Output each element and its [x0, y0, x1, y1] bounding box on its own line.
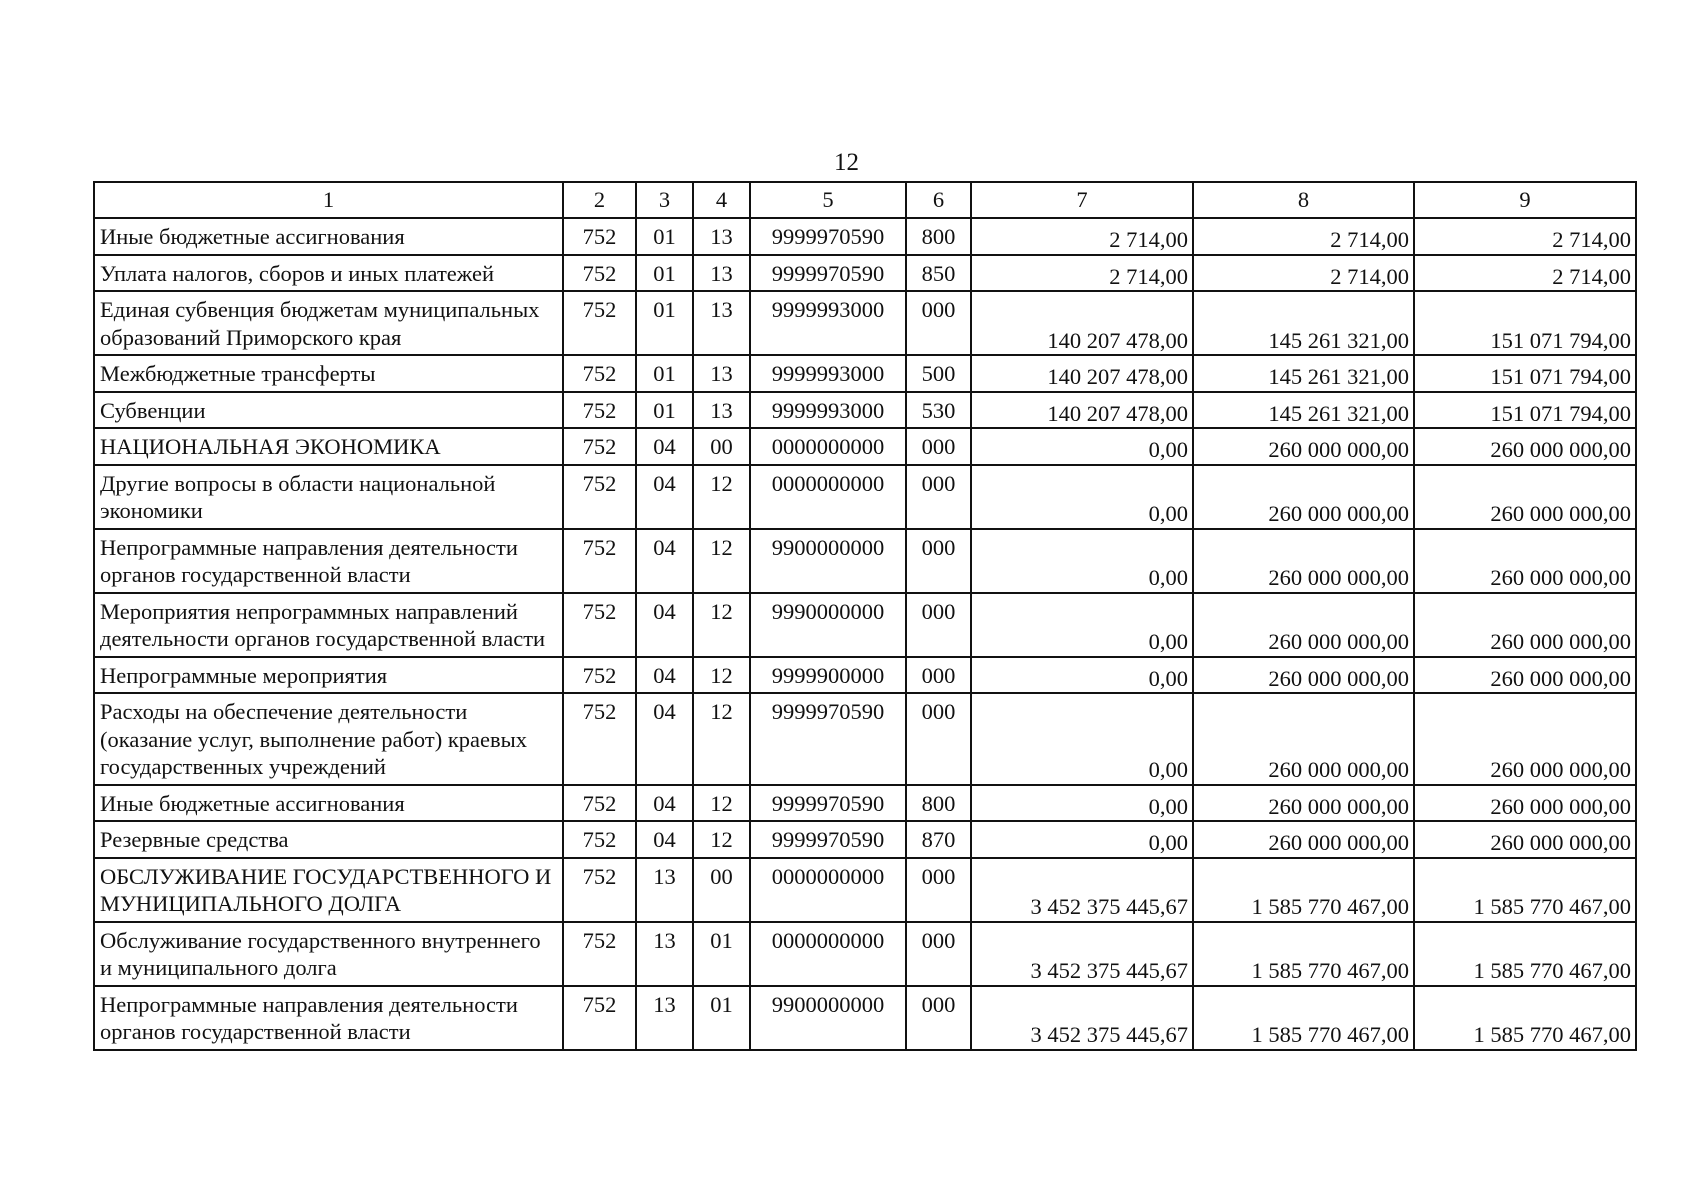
row-name: Непрограммные направления деятельности органов государственной власти [94, 986, 563, 1050]
row-name: Межбюджетные трансферты [94, 355, 563, 392]
row-target-code: 0000000000 [750, 922, 906, 986]
row-expense-type-code: 000 [906, 593, 971, 657]
row-amount-col7: 0,00 [971, 428, 1193, 465]
row-amount-col7: 140 207 478,00 [971, 291, 1193, 355]
table-row [94, 821, 1636, 858]
row-amount-col9: 1 585 770 467,00 [1414, 858, 1636, 922]
row-amount-col8: 2 714,00 [1193, 218, 1414, 255]
row-subsection-code: 01 [693, 922, 750, 986]
row-expense-type-code: 000 [906, 291, 971, 355]
row-amount-col9: 260 000 000,00 [1414, 593, 1636, 657]
table-row [94, 657, 1636, 694]
row-target-code: 9900000000 [750, 529, 906, 593]
row-subsection-code: 12 [693, 785, 750, 822]
row-target-code: 9999993000 [750, 355, 906, 392]
row-amount-col8: 260 000 000,00 [1193, 465, 1414, 529]
row-expense-type-code: 000 [906, 693, 971, 785]
row-amount-col7: 0,00 [971, 693, 1193, 785]
row-target-code: 0000000000 [750, 858, 906, 922]
table-row [94, 428, 1636, 465]
table-row [94, 392, 1636, 429]
row-subsection-code: 13 [693, 255, 750, 292]
row-expense-type-code: 500 [906, 355, 971, 392]
row-amount-col9: 260 000 000,00 [1414, 529, 1636, 593]
row-name: Обслуживание государственного внутреннего и муниципального долга [94, 922, 563, 986]
row-amount-col7: 3 452 375 445,67 [971, 986, 1193, 1050]
row-section-code: 01 [636, 355, 693, 392]
row-target-code: 9999993000 [750, 392, 906, 429]
row-ved-code: 752 [563, 218, 636, 255]
row-target-code: 9999970590 [750, 218, 906, 255]
row-subsection-code: 13 [693, 355, 750, 392]
row-amount-col9: 2 714,00 [1414, 218, 1636, 255]
row-amount-col7: 0,00 [971, 593, 1193, 657]
row-name: Уплата налогов, сборов и иных платежей [94, 255, 563, 292]
row-name: Иные бюджетные ассигнования [94, 785, 563, 822]
row-target-code: 9900000000 [750, 986, 906, 1050]
row-amount-col9: 260 000 000,00 [1414, 693, 1636, 785]
row-ved-code: 752 [563, 785, 636, 822]
column-number: 7 [971, 182, 1193, 218]
row-ved-code: 752 [563, 922, 636, 986]
table-row [94, 858, 1636, 922]
table-row [94, 922, 1636, 986]
row-amount-col9: 260 000 000,00 [1414, 821, 1636, 858]
row-target-code: 9999970590 [750, 785, 906, 822]
row-target-code: 9999993000 [750, 291, 906, 355]
row-section-code: 13 [636, 922, 693, 986]
row-section-code: 01 [636, 291, 693, 355]
table-row [94, 355, 1636, 392]
column-number: 6 [906, 182, 971, 218]
row-section-code: 04 [636, 693, 693, 785]
row-name: Резервные средства [94, 821, 563, 858]
row-section-code: 13 [636, 986, 693, 1050]
row-amount-col8: 260 000 000,00 [1193, 785, 1414, 822]
row-section-code: 04 [636, 657, 693, 694]
table-row [94, 291, 1636, 355]
row-ved-code: 752 [563, 593, 636, 657]
row-ved-code: 752 [563, 821, 636, 858]
row-name: Непрограммные направления деятельности органов государственной власти [94, 529, 563, 593]
row-amount-col9: 1 585 770 467,00 [1414, 986, 1636, 1050]
table-row [94, 593, 1636, 657]
page-number: 12 [834, 149, 859, 176]
row-section-code: 04 [636, 465, 693, 529]
row-expense-type-code: 530 [906, 392, 971, 429]
row-section-code: 01 [636, 255, 693, 292]
row-subsection-code: 12 [693, 657, 750, 694]
row-subsection-code: 12 [693, 529, 750, 593]
row-section-code: 04 [636, 785, 693, 822]
row-name: Субвенции [94, 392, 563, 429]
row-expense-type-code: 870 [906, 821, 971, 858]
row-amount-col7: 0,00 [971, 785, 1193, 822]
row-expense-type-code: 850 [906, 255, 971, 292]
row-subsection-code: 01 [693, 986, 750, 1050]
row-target-code: 9990000000 [750, 593, 906, 657]
row-amount-col8: 260 000 000,00 [1193, 529, 1414, 593]
row-amount-col7: 0,00 [971, 821, 1193, 858]
row-name: Мероприятия непрограммных направлений деятельности органов государственной власти [94, 593, 563, 657]
row-amount-col8: 260 000 000,00 [1193, 693, 1414, 785]
row-amount-col7: 3 452 375 445,67 [971, 858, 1193, 922]
row-target-code: 0000000000 [750, 465, 906, 529]
row-expense-type-code: 800 [906, 785, 971, 822]
row-name: Единая субвенция бюджетам муниципальных образований Приморского края [94, 291, 563, 355]
row-amount-col7: 2 714,00 [971, 218, 1193, 255]
row-subsection-code: 12 [693, 465, 750, 529]
row-amount-col7: 140 207 478,00 [971, 392, 1193, 429]
row-amount-col8: 260 000 000,00 [1193, 593, 1414, 657]
row-expense-type-code: 000 [906, 529, 971, 593]
row-ved-code: 752 [563, 428, 636, 465]
table-row [94, 785, 1636, 822]
table-row [94, 986, 1636, 1050]
row-ved-code: 752 [563, 986, 636, 1050]
row-amount-col8: 260 000 000,00 [1193, 657, 1414, 694]
row-ved-code: 752 [563, 465, 636, 529]
table-row [94, 465, 1636, 529]
row-target-code: 0000000000 [750, 428, 906, 465]
row-section-code: 04 [636, 529, 693, 593]
row-target-code: 9999970590 [750, 693, 906, 785]
row-section-code: 04 [636, 821, 693, 858]
row-name: НАЦИОНАЛЬНАЯ ЭКОНОМИКА [94, 428, 563, 465]
row-amount-col9: 1 585 770 467,00 [1414, 922, 1636, 986]
row-amount-col9: 260 000 000,00 [1414, 465, 1636, 529]
row-amount-col7: 140 207 478,00 [971, 355, 1193, 392]
row-amount-col8: 2 714,00 [1193, 255, 1414, 292]
column-number: 5 [750, 182, 906, 218]
row-subsection-code: 12 [693, 593, 750, 657]
row-section-code: 01 [636, 218, 693, 255]
row-amount-col8: 1 585 770 467,00 [1193, 922, 1414, 986]
row-subsection-code: 12 [693, 821, 750, 858]
row-amount-col9: 151 071 794,00 [1414, 355, 1636, 392]
table-row [94, 693, 1636, 785]
column-number: 9 [1414, 182, 1636, 218]
row-subsection-code: 13 [693, 218, 750, 255]
row-expense-type-code: 000 [906, 986, 971, 1050]
row-amount-col9: 260 000 000,00 [1414, 428, 1636, 465]
row-expense-type-code: 000 [906, 428, 971, 465]
table-row [94, 255, 1636, 292]
row-section-code: 04 [636, 593, 693, 657]
row-expense-type-code: 000 [906, 922, 971, 986]
row-section-code: 13 [636, 858, 693, 922]
table-row [94, 529, 1636, 593]
row-expense-type-code: 000 [906, 858, 971, 922]
column-numbers-row [94, 182, 1636, 218]
row-subsection-code: 00 [693, 428, 750, 465]
row-ved-code: 752 [563, 291, 636, 355]
row-amount-col8: 260 000 000,00 [1193, 428, 1414, 465]
row-section-code: 01 [636, 392, 693, 429]
row-subsection-code: 12 [693, 693, 750, 785]
row-ved-code: 752 [563, 693, 636, 785]
row-target-code: 9999970590 [750, 821, 906, 858]
table-row [94, 218, 1636, 255]
row-amount-col7: 0,00 [971, 657, 1193, 694]
row-ved-code: 752 [563, 529, 636, 593]
row-amount-col7: 0,00 [971, 529, 1193, 593]
table-body [94, 218, 1636, 1050]
row-amount-col8: 260 000 000,00 [1193, 821, 1414, 858]
row-amount-col9: 260 000 000,00 [1414, 657, 1636, 694]
row-amount-col7: 2 714,00 [971, 255, 1193, 292]
row-amount-col8: 145 261 321,00 [1193, 355, 1414, 392]
row-expense-type-code: 800 [906, 218, 971, 255]
row-ved-code: 752 [563, 858, 636, 922]
row-subsection-code: 13 [693, 291, 750, 355]
row-name: ОБСЛУЖИВАНИЕ ГОСУДАРСТВЕННОГО И МУНИЦИПАЛЬНОГО ДОЛГА [94, 858, 563, 922]
row-target-code: 9999970590 [750, 255, 906, 292]
row-name: Расходы на обеспечение деятельности (оказание услуг, выполнение работ) краевых государственных учреждений [94, 693, 563, 785]
row-section-code: 04 [636, 428, 693, 465]
row-name: Другие вопросы в области национальной экономики [94, 465, 563, 529]
row-ved-code: 752 [563, 355, 636, 392]
row-name: Непрограммные мероприятия [94, 657, 563, 694]
row-amount-col7: 0,00 [971, 465, 1193, 529]
budget-table [93, 181, 1637, 1051]
row-amount-col9: 151 071 794,00 [1414, 291, 1636, 355]
row-amount-col8: 145 261 321,00 [1193, 291, 1414, 355]
column-number: 2 [563, 182, 636, 218]
row-ved-code: 752 [563, 657, 636, 694]
row-subsection-code: 13 [693, 392, 750, 429]
row-ved-code: 752 [563, 255, 636, 292]
column-number: 4 [693, 182, 750, 218]
row-subsection-code: 00 [693, 858, 750, 922]
row-expense-type-code: 000 [906, 657, 971, 694]
column-number: 8 [1193, 182, 1414, 218]
row-amount-col8: 1 585 770 467,00 [1193, 986, 1414, 1050]
row-amount-col8: 145 261 321,00 [1193, 392, 1414, 429]
row-amount-col7: 3 452 375 445,67 [971, 922, 1193, 986]
row-amount-col9: 151 071 794,00 [1414, 392, 1636, 429]
column-number: 3 [636, 182, 693, 218]
row-amount-col9: 2 714,00 [1414, 255, 1636, 292]
column-number: 1 [94, 182, 563, 218]
row-amount-col8: 1 585 770 467,00 [1193, 858, 1414, 922]
row-target-code: 9999900000 [750, 657, 906, 694]
row-expense-type-code: 000 [906, 465, 971, 529]
row-amount-col9: 260 000 000,00 [1414, 785, 1636, 822]
row-name: Иные бюджетные ассигнования [94, 218, 563, 255]
row-ved-code: 752 [563, 392, 636, 429]
